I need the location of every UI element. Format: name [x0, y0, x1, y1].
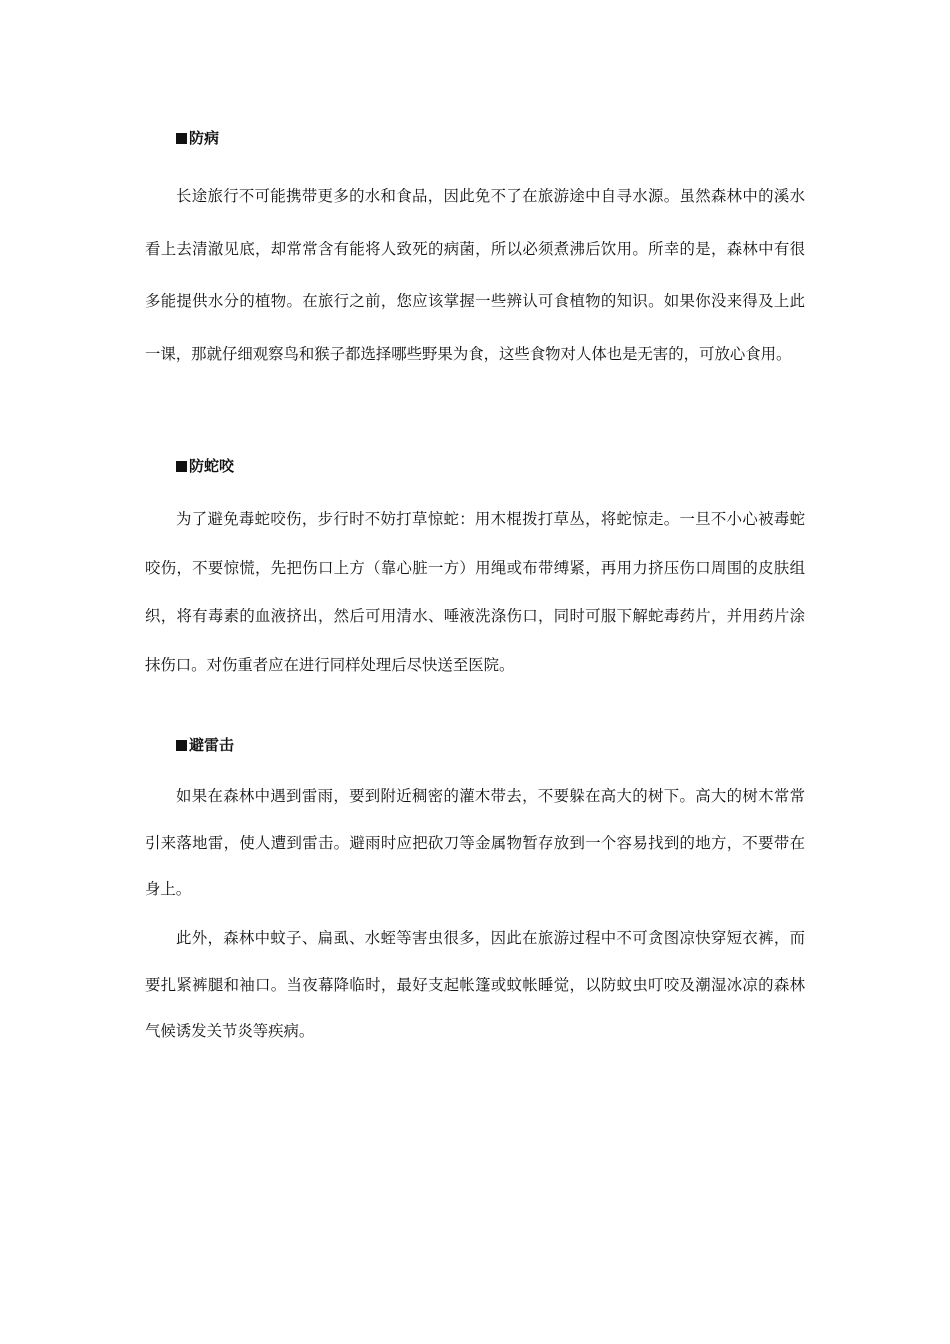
heading-text: 避雷击	[189, 736, 235, 754]
paragraph-lightning-avoidance: 如果在森林中遇到雷雨，要到附近稠密的灌木带去，不要躲在高大的树下。高大的树木常常引来落地雷，使人遭到雷击。避雨时应把砍刀等金属物暂存放到一个容易找到的地方，不要带在身上。	[145, 787, 805, 898]
square-bullet-icon	[176, 740, 187, 751]
paragraph-disease-prevention: 长途旅行不可能携带更多的水和食品，因此免不了在旅游途中自寻水源。虽然森林中的溪水看上去清澈见底，却常常含有能将人致死的病菌，所以必须煮沸后饮用。所幸的是，森林中有很多能提供水分的植物。在旅行之前，您应该掌握一些辨认可食植物的知识。如果你没来得及上此一课，那就仔细观察鸟和猴子都选择哪些野果为食，这些食物对人体也是无害的，可放心食用。	[145, 187, 805, 363]
heading-text: 防蛇咬	[189, 457, 235, 475]
section-heading-lightning-avoidance	[176, 735, 234, 755]
square-bullet-icon	[176, 461, 187, 472]
paragraph-snakebite-prevention: 为了避免毒蛇咬伤，步行时不妨打草惊蛇：用木棍拨打草丛，将蛇惊走。一旦不小心被毒蛇咬伤，不要惊慌，先把伤口上方（靠心脏一方）用绳或布带缚紧，再用力挤压伤口周围的皮肤组织，将有毒素的血液挤出，然后可用清水、唾液洗涤伤口，同时可服下解蛇毒药片，并用药片涂抹伤口。对伤重者应在进行同样处理后尽快送至医院。	[145, 510, 805, 674]
square-bullet-icon	[176, 133, 187, 144]
section-heading-disease-prevention	[176, 128, 219, 148]
heading-text: 防病	[189, 129, 220, 147]
paragraph-insect-prevention: 此外，森林中蚊子、扁虱、水蛭等害虫很多，因此在旅游过程中不可贪图凉快穿短衣裤，而要扎紧裤腿和袖口。当夜幕降临时，最好支起帐篷或蚊帐睡觉，以防蚊虫叮咬及潮湿冰凉的森林气候诱发关节炎等疾病。	[145, 929, 805, 1040]
section-heading-snakebite-prevention	[176, 456, 234, 476]
